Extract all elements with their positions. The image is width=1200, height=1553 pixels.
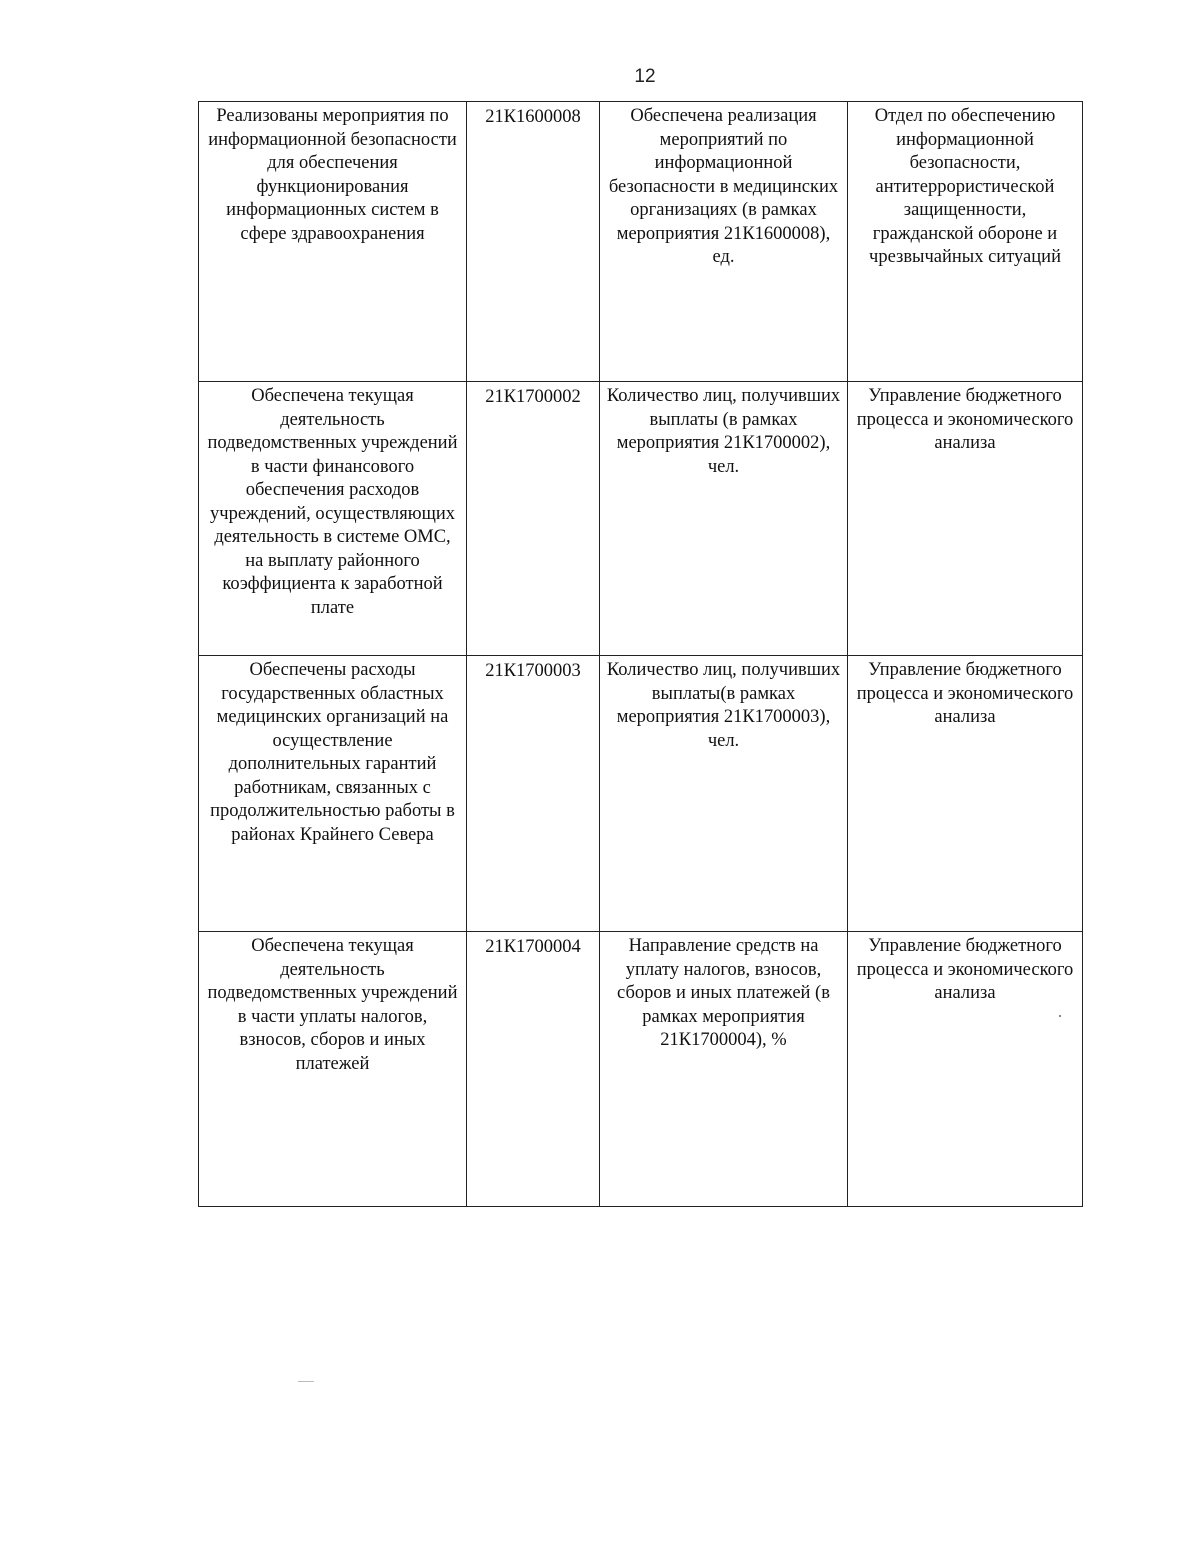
task-cell: Реализованы мероприятия по информационной безопасности для обеспечения функционирования информационных систем в сфере здравоохранения <box>199 102 467 382</box>
table-row <box>199 382 1083 656</box>
responsible-cell: Отдел по обеспечению информационной безопасности, антитеррористической защищенности, гражданской обороне и чрезвычайных ситуаций <box>848 102 1083 382</box>
code-cell: 21К1700003 <box>467 656 600 932</box>
task-cell: Обеспечены расходы государственных областных медицинских организаций на осуществление дополнительных гарантий работникам, связанных с продолжительностью работы в районах Крайнего Севера <box>199 656 467 932</box>
responsible-cell: Управление бюджетного процесса и экономического анализа <box>848 932 1083 1207</box>
indicator-cell: Направление средств на уплату налогов, взносов, сборов и иных платежей (в рамках мероприятия 21К1700004), % <box>600 932 848 1207</box>
indicator-cell: Количество лиц, получивших выплаты(в рамках мероприятия 21К1700003), чел. <box>600 656 848 932</box>
task-cell: Обеспечена текущая деятельность подведомственных учреждений в части финансового обеспечения расходов учреждений, осуществляющих деятельность в системе ОМС, на выплату районного коэффициента к заработной плате <box>199 382 467 656</box>
code-cell: 21К1600008 <box>467 102 600 382</box>
code-cell: 21К1700002 <box>467 382 600 656</box>
page-number: 12 <box>634 66 656 87</box>
code-cell: 21К1700004 <box>467 932 600 1207</box>
responsible-cell: Управление бюджетного процесса и экономического анализа <box>848 656 1083 932</box>
indicator-cell: Количество лиц, получивших выплаты (в рамках мероприятия 21К1700002), чел. <box>600 382 848 656</box>
task-cell: Обеспечена текущая деятельность подведомственных учреждений в части уплаты налогов, взносов, сборов и иных платежей <box>199 932 467 1207</box>
table-row <box>199 656 1083 932</box>
table-row <box>199 932 1083 1207</box>
indicator-cell: Обеспечена реализация мероприятий по информационной безопасности в медицинских организациях (в рамках мероприятия 21К1600008), ед. <box>600 102 848 382</box>
measures-table <box>198 101 1083 1207</box>
responsible-cell: Управление бюджетного процесса и экономического анализа <box>848 382 1083 656</box>
scan-speck <box>1059 1015 1061 1017</box>
scan-speck <box>298 1381 314 1382</box>
table-row <box>199 102 1083 382</box>
